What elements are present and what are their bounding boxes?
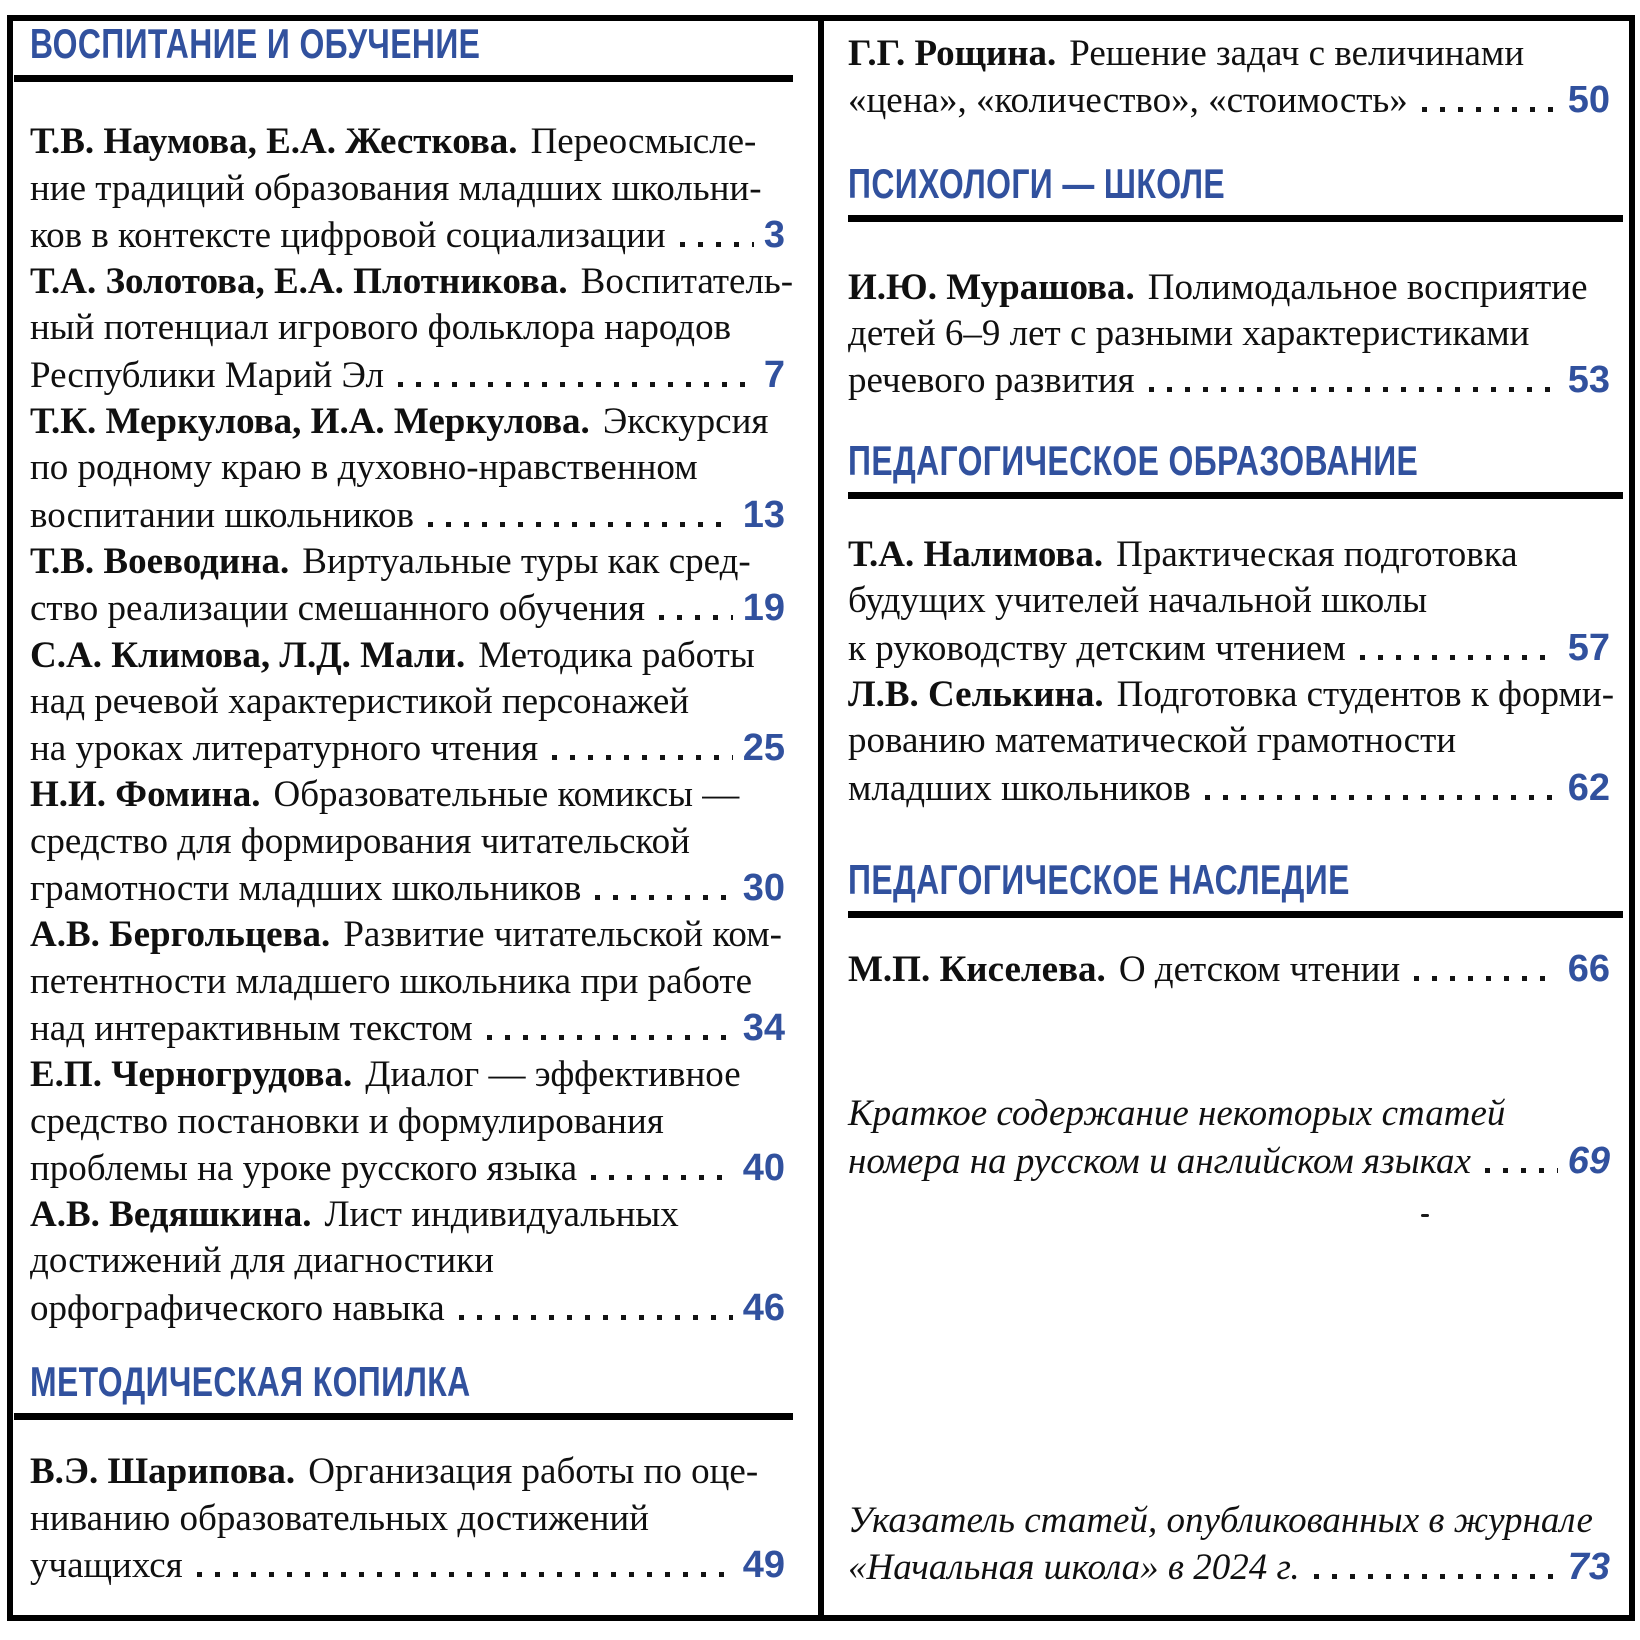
entry-line [30, 1192, 785, 1238]
dot-leader [1422, 107, 1558, 112]
dot-leader [1414, 976, 1557, 981]
entry-title: Лист индивидуальных [324, 1194, 679, 1236]
entry-author: А.В. Бергольцева. [30, 914, 331, 956]
entry-author: Л.В. Селькина. [848, 673, 1104, 715]
section-title: ВОСПИТАНИЕ И ОБУЧЕНИЕ [30, 20, 481, 67]
entry-line [30, 1449, 785, 1495]
section-rule [848, 215, 1623, 222]
section-header-vospitanie [30, 20, 785, 82]
page-number: 62 [1567, 766, 1610, 809]
entry-author: С.А. Климова, Л.Д. Мали. [30, 634, 466, 676]
entry-line [30, 399, 785, 445]
entry-line [30, 492, 785, 539]
entry-line [848, 357, 1610, 404]
entry-title: к руководству детским чтением [848, 627, 1346, 669]
entry-title: Организация работы по оце- [308, 1451, 759, 1493]
entry-line [848, 532, 1610, 578]
entry-line [30, 1005, 785, 1052]
entry-line: достижений для диагностики [30, 1240, 494, 1282]
toc-entry-summary [848, 1091, 1610, 1185]
entry-title: речевого развития [848, 360, 1135, 402]
dot-leader [1149, 387, 1558, 392]
entry-author: И.Ю. Мурашова. [848, 266, 1135, 308]
entry-line: детей 6–9 лет с разными характеристиками [848, 313, 1530, 355]
section-header-kopilka [30, 1358, 785, 1420]
entry-author: Т.А. Золотова, Е.А. Плотникова. [30, 261, 568, 303]
dot-leader [1360, 655, 1558, 660]
entry-line [848, 672, 1615, 718]
entry-line [30, 1285, 785, 1332]
page-number: 69 [1567, 1139, 1610, 1182]
entry-title: Виртуальные туры как сред- [302, 540, 751, 582]
page-number: 25 [742, 727, 785, 770]
entry-line: будущих учителей начальной школы [848, 580, 1428, 622]
entry-line [848, 265, 1610, 311]
entry-title: Образовательные комиксы — [273, 774, 740, 816]
left-column [30, 15, 794, 1589]
toc-entry [30, 539, 785, 633]
entry-line: средство постановки и формулирования [30, 1100, 664, 1142]
dot-leader [1314, 1574, 1558, 1579]
dot-leader [487, 1035, 733, 1040]
entry-line [30, 539, 785, 585]
entry-line [30, 585, 785, 632]
dot-leader [595, 895, 732, 900]
entry-title: Полимодальное восприятие [1147, 266, 1588, 308]
entry-title: Решение задач с величинами [1069, 33, 1525, 74]
entry-line: петентности младшего школьника при работе [30, 960, 753, 1002]
entry-line [30, 212, 785, 259]
entry-title: младших школьников [848, 767, 1191, 809]
entry-author: Г.Г. Рощина. [848, 33, 1057, 74]
toc-entry-index [848, 1498, 1610, 1592]
dot-leader [1485, 1168, 1558, 1173]
toc-entry [30, 1052, 785, 1192]
page-number: 34 [742, 1006, 785, 1049]
entry-author: Т.К. Меркулова, И.А. Меркулова. [30, 401, 590, 443]
toc-entry [848, 31, 1610, 125]
page-number: 73 [1567, 1546, 1610, 1589]
entry-line [848, 625, 1610, 672]
entry-title: Практическая подготовка [1116, 534, 1518, 576]
dot-leader [459, 1315, 733, 1320]
section-rule [14, 75, 793, 82]
entry-line: ние традиций образования младших школьни- [30, 167, 762, 209]
entry-line: над речевой характеристикой персонажей [30, 680, 690, 722]
entry-line [848, 77, 1610, 124]
page-number: 19 [742, 587, 785, 630]
section-title: МЕТОДИЧЕСКАЯ КОПИЛКА [30, 1358, 471, 1406]
section-rule [848, 492, 1623, 499]
entry-author: Н.И. Фомина. [30, 774, 261, 816]
entry-title [848, 947, 1400, 993]
entry-line [30, 865, 785, 912]
entry-title: грамотности младших школьников [30, 868, 582, 910]
entry-line: ниванию образовательных достижений [30, 1497, 649, 1539]
entry-title: проблемы на уроке русского языка [30, 1147, 578, 1189]
entry-title: Развитие читательской ком- [343, 914, 782, 956]
entry-line [30, 725, 785, 772]
section-header-psihologi [848, 160, 1610, 222]
entry-title: «цена», «количество», «стоимость» [848, 80, 1408, 122]
entry-line [848, 946, 1610, 993]
entry-line [848, 31, 1610, 77]
toc-entry [30, 1449, 785, 1589]
dot-leader [1205, 795, 1558, 800]
entry-title: Диалог — эффективное [365, 1054, 741, 1096]
dot-leader [591, 1175, 733, 1180]
entry-title: Воспитатель- [580, 261, 794, 303]
toc-entry [848, 672, 1615, 812]
entry-title: учащихся [30, 1544, 183, 1586]
ink-speck [1421, 1214, 1429, 1217]
dot-leader [197, 1572, 733, 1577]
entry-line [30, 772, 785, 818]
entry-author: В.Э. Шарипова. [30, 1451, 296, 1493]
entry-title: на уроках литературного чтения [30, 728, 539, 770]
entry-author: Т.В. Воеводина. [30, 540, 290, 582]
entry-title: Методика работы [478, 634, 755, 676]
section-header-nasledie [848, 856, 1610, 918]
entry-line [30, 119, 785, 165]
page-number: 66 [1567, 948, 1610, 991]
entry-line: по родному краю в духовно-нравственном [30, 447, 698, 489]
entry-title: над интерактивным текстом [30, 1007, 473, 1049]
entry-line: ный потенциал игрового фольклора народов [30, 307, 732, 349]
entry-line: средство для формирования читательской [30, 820, 690, 862]
section-title: ПСИХОЛОГИ — ШКОЛЕ [848, 159, 1226, 207]
toc-entry [30, 399, 785, 539]
entry-line: Указатель статей, опубликованных в журнале [848, 1500, 1593, 1542]
dot-leader [552, 755, 733, 760]
entry-title: ство реализации смешанного обучения [30, 588, 645, 630]
toc-entry [848, 946, 1610, 993]
entry-line [30, 912, 785, 958]
section-rule [848, 911, 1623, 918]
toc-entry [848, 265, 1610, 405]
entry-line [30, 1052, 785, 1098]
entry-title: орфографического навыка [30, 1287, 445, 1329]
section-header-obrazovanie [848, 437, 1610, 499]
page-number: 57 [1567, 626, 1610, 669]
right-column [848, 15, 1615, 1592]
toc-entry [30, 772, 785, 912]
entry-title: номера на русском и английском языках [848, 1140, 1471, 1182]
entry-title: О детском чтении [1118, 949, 1401, 991]
entry-line [30, 633, 785, 679]
entry-line [30, 1145, 785, 1192]
page-number: 49 [742, 1543, 785, 1586]
entry-title: Переосмысле- [530, 121, 757, 163]
entry-line: рованию математической грамотности [848, 720, 1457, 762]
entry-title: «Начальная школа» в 2024 г. [848, 1547, 1300, 1589]
entry-author: А.В. Ведяшкина. [30, 1194, 312, 1236]
entry-title: воспитании школьников [30, 494, 414, 536]
toc-entry [30, 119, 785, 259]
page-number: 53 [1567, 359, 1610, 402]
entry-line [848, 765, 1610, 812]
page-number: 50 [1567, 79, 1610, 122]
section-rule [14, 1413, 793, 1420]
section-title: ПЕДАГОГИЧЕСКОЕ ОБРАЗОВАНИЕ [848, 436, 1419, 484]
page-number: 3 [763, 213, 785, 256]
dot-leader [659, 615, 733, 620]
entry-line [30, 1542, 785, 1589]
page-number: 7 [763, 353, 785, 396]
entry-author: Т.В. Наумова, Е.А. Жесткова. [30, 121, 518, 163]
dot-leader [428, 522, 733, 527]
page-number: 40 [742, 1146, 785, 1189]
entry-line [30, 352, 785, 399]
entry-title: Подготовка студентов к форми- [1116, 673, 1615, 715]
entry-line [848, 1138, 1610, 1185]
toc-entry [848, 532, 1610, 672]
entry-author: Т.А. Налимова. [848, 534, 1104, 576]
dot-leader [680, 242, 754, 247]
section-title: ПЕДАГОГИЧЕСКОЕ НАСЛЕДИЕ [848, 855, 1350, 903]
entry-title: Экскурсия [602, 401, 769, 443]
toc-entry [30, 259, 794, 399]
page-number: 46 [742, 1286, 785, 1329]
entry-line [30, 259, 794, 305]
entry-line: Краткое содержание некоторых статей [848, 1093, 1506, 1135]
dot-leader [398, 382, 754, 387]
toc-entry [30, 912, 785, 1052]
entry-author: Е.П. Черногрудова. [30, 1054, 353, 1096]
entry-line [848, 1544, 1610, 1591]
toc-entry [30, 633, 785, 773]
toc-entry [30, 1192, 785, 1332]
page-number: 30 [742, 867, 785, 910]
entry-title: ков в контексте цифровой социализации [30, 214, 666, 256]
entry-author: М.П. Киселева. [848, 949, 1106, 991]
page-number: 13 [742, 493, 785, 536]
entry-title: Республики Марий Эл [30, 354, 384, 396]
column-divider [818, 15, 824, 1621]
